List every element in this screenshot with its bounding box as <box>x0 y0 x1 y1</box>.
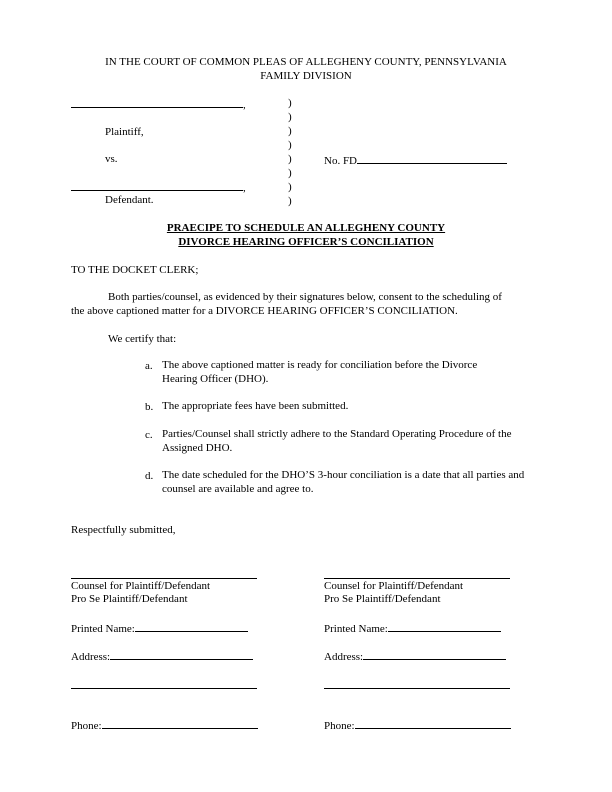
signer-role: Counsel for Plaintiff/Defendant <box>324 580 464 592</box>
caption-paren: ) <box>288 153 292 165</box>
consent-paragraph-line1: Both parties/counsel, as evidenced by their signatures below, consent to the scheduling of <box>108 291 502 303</box>
consent-paragraph-line2: the above captioned matter for a DIVORCE HEARING OFFICER’S CONCILIATION. <box>71 305 458 317</box>
item-letter: d. <box>145 470 154 482</box>
defendant-name-line[interactable]: , <box>71 180 246 195</box>
document-title-line2: DIVORCE HEARING OFFICER’S CONCILIATION <box>178 236 434 248</box>
certification-item: The appropriate fees have been submitted. <box>162 400 349 412</box>
caption-paren: ) <box>288 195 292 207</box>
printed-name-label: Printed Name: <box>71 623 135 635</box>
address-blank[interactable] <box>110 649 253 660</box>
certify-intro: We certify that: <box>108 333 177 345</box>
printed-name-field[interactable] <box>71 621 248 636</box>
closing: Respectfully submitted, <box>71 524 176 536</box>
caption-paren: ) <box>288 167 292 179</box>
plaintiff-name-line[interactable]: , <box>71 97 246 112</box>
certification-item: Parties/Counsel shall strictly adhere to the Standard Operating Procedure of the Assigned DHO. <box>162 428 512 454</box>
address-label: Address: <box>71 651 111 663</box>
case-number-blank[interactable] <box>357 153 507 164</box>
signer-role-alt: Pro Se Plaintiff/Defendant <box>71 593 188 605</box>
phone-blank[interactable] <box>355 718 511 729</box>
certification-item: The above captioned matter is ready for conciliation before the Divorce Hearing Officer (DHO). <box>162 359 478 385</box>
item-letter: b. <box>145 401 154 413</box>
printed-name-field[interactable] <box>324 621 501 636</box>
printed-name-label: Printed Name: <box>324 623 388 635</box>
phone-label: Phone: <box>324 720 355 732</box>
item-letter: a. <box>145 360 153 372</box>
phone-field[interactable] <box>324 718 511 733</box>
case-number-label: No. FD <box>324 155 358 167</box>
address-field[interactable] <box>324 649 506 664</box>
vs-label: vs. <box>105 153 118 165</box>
item-letter: c. <box>145 429 153 441</box>
signer-role-alt: Pro Se Plaintiff/Defendant <box>324 593 441 605</box>
address-line-2[interactable] <box>324 688 510 689</box>
caption-paren: ) <box>288 97 292 109</box>
certification-item: The date scheduled for the DHO’S 3-hour conciliation is a date that all parties and counsel are available and agree to. <box>162 469 525 495</box>
address-label: Address: <box>324 651 364 663</box>
signer-role: Counsel for Plaintiff/Defendant <box>71 580 211 592</box>
address-line-2[interactable] <box>71 688 257 689</box>
printed-name-blank[interactable] <box>135 621 248 632</box>
salutation: TO THE DOCKET CLERK; <box>71 264 199 276</box>
caption-paren: ) <box>288 181 292 193</box>
printed-name-blank[interactable] <box>388 621 501 632</box>
caption-paren: ) <box>288 139 292 151</box>
signature-line[interactable] <box>71 578 257 579</box>
address-field[interactable] <box>71 649 253 664</box>
signature-line[interactable] <box>324 578 510 579</box>
court-division: FAMILY DIVISION <box>260 70 352 82</box>
phone-label: Phone: <box>71 720 102 732</box>
defendant-label: Defendant. <box>105 194 154 206</box>
phone-blank[interactable] <box>102 718 258 729</box>
document-title-line1: PRAECIPE TO SCHEDULE AN ALLEGHENY COUNTY <box>166 222 446 234</box>
defendant-name-blank[interactable] <box>71 180 243 191</box>
address-blank[interactable] <box>363 649 506 660</box>
plaintiff-label: Plaintiff, <box>105 126 144 138</box>
court-name: IN THE COURT OF COMMON PLEAS OF ALLEGHENY COUNTY, PENNSYLVANIA <box>105 56 507 68</box>
phone-field[interactable] <box>71 718 258 733</box>
plaintiff-name-blank[interactable] <box>71 97 243 108</box>
caption-paren: ) <box>288 125 292 137</box>
case-number-field[interactable] <box>324 153 507 168</box>
caption-paren: ) <box>288 111 292 123</box>
